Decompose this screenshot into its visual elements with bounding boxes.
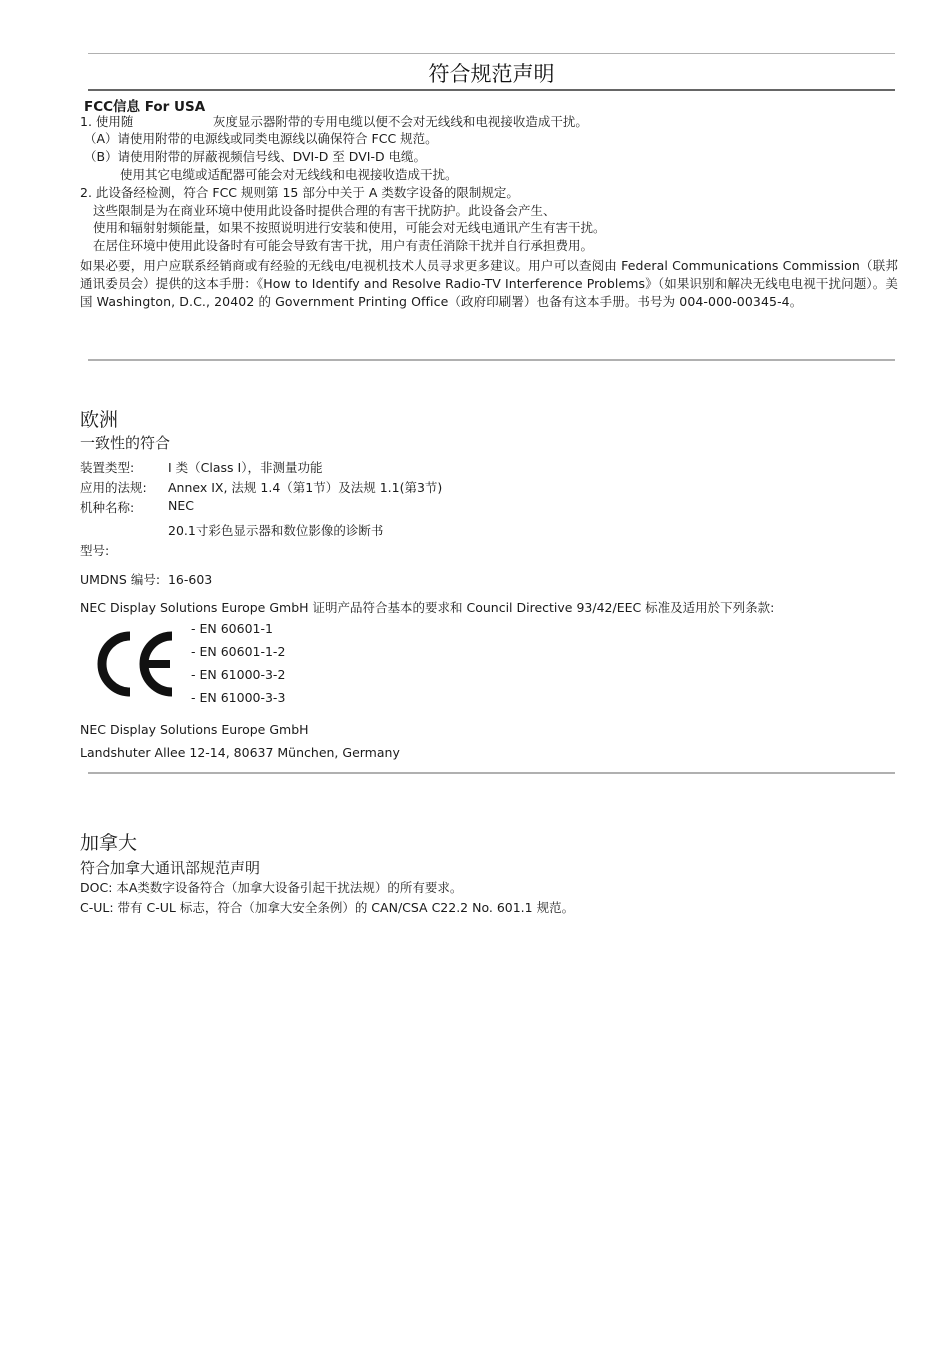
company-address: Landshuter Allee 12-14, 80637 München, Germany: [80, 745, 400, 760]
title-bottom-rule: [88, 89, 895, 91]
model-name-label: 机种名称:: [80, 500, 135, 515]
standard-item: - EN 60601-1: [191, 621, 273, 636]
umdns-number: UMDNS 编号: 16-603: [80, 572, 213, 587]
canada-title: 加拿大: [80, 832, 138, 854]
page-title: 符合规范声明: [428, 62, 555, 86]
model-name-value: NEC: [168, 498, 194, 513]
fcc-paragraph: 如果必要，用户应联系经销商或有经验的无线电/电视机技术人员寻求更多建议。用户可以查阅由 Federal Communications Commission（联邦通讯委员会）提供的这本手册：《How to Identify and Resolve Radio-TV Interference Problems》（如果识别和解决无线电电视干扰问题）。美国 Washington, D.C., 20402 的 Government Printing Office（政府印刷署）也备有这本手册。书号为 004-000-00345-4。: [80, 258, 898, 309]
ce-mark-icon: [96, 630, 176, 698]
regulation-label: 应用的法规:: [80, 480, 147, 495]
title-top-rule: [88, 53, 895, 54]
fcc-line-5: 2. 此设备经检测，符合 FCC 规则第 15 部分中关于 A 类数字设备的限制规定。: [80, 185, 519, 200]
device-type-label: 装置类型:: [80, 460, 135, 475]
company-name: NEC Display Solutions Europe GmbH: [80, 722, 309, 737]
section-rule-1: [88, 359, 895, 361]
model-label: 型号:: [80, 543, 110, 558]
fcc-line-8: 在居住环境中使用此设备时有可能会导致有害干扰，用户有责任消除干扰并自行承担费用。: [93, 238, 594, 253]
fcc-line-4: 使用其它电缆或适配器可能会对无线线和电视接收造成干扰。: [120, 167, 458, 182]
fcc-line-7: 使用和辐射射频能量，如果不按照说明进行安装和使用，可能会对无线电通讯产生有害干扰。: [93, 220, 606, 235]
fcc-line-6: 这些限制是为在商业环境中使用此设备时提供合理的有害干扰防护。此设备会产生、: [93, 203, 556, 218]
fcc-line-2: （A）请使用附带的电源线或同类电源线以确保符合 FCC 规范。: [84, 131, 438, 146]
section-rule-2: [88, 772, 895, 774]
europe-title: 欧洲: [80, 409, 119, 431]
conformity-declaration: NEC Display Solutions Europe GmbH 证明产品符合基本的要求和 Council Directive 93/42/EEC 标准及适用於下列条款:: [80, 600, 775, 615]
standard-item: - EN 61000-3-3: [191, 690, 286, 705]
model-name-description: 20.1寸彩色显示器和数位影像的诊断书: [168, 523, 384, 538]
fcc-line-1: 1. 使用随 灰度显示器附带的专用电缆以便不会对无线线和电视接收造成干扰。: [80, 114, 588, 129]
device-type-value: I 类（Class I），非测量功能: [168, 460, 323, 475]
canada-cul: C-UL: 带有 C-UL 标志，符合（加拿大安全条例）的 CAN/CSA C22.2 No. 601.1 规范。: [80, 900, 575, 915]
fcc-line-3: （B）请使用附带的屏蔽视频信号线、DVI-D 至 DVI-D 电缆。: [84, 149, 427, 164]
fcc-heading: FCC信息 For USA: [84, 99, 206, 115]
canada-doc: DOC: 本A类数字设备符合（加拿大设备引起干扰法规）的所有要求。: [80, 880, 463, 895]
europe-subtitle: 一致性的符合: [80, 434, 171, 452]
standard-item: - EN 60601-1-2: [191, 644, 286, 659]
canada-subtitle: 符合加拿大通讯部规范声明: [80, 859, 261, 877]
standard-item: - EN 61000-3-2: [191, 667, 286, 682]
regulation-value: Annex IX, 法规 1.4（第1节）及法规 1.1(第3节): [168, 480, 443, 495]
